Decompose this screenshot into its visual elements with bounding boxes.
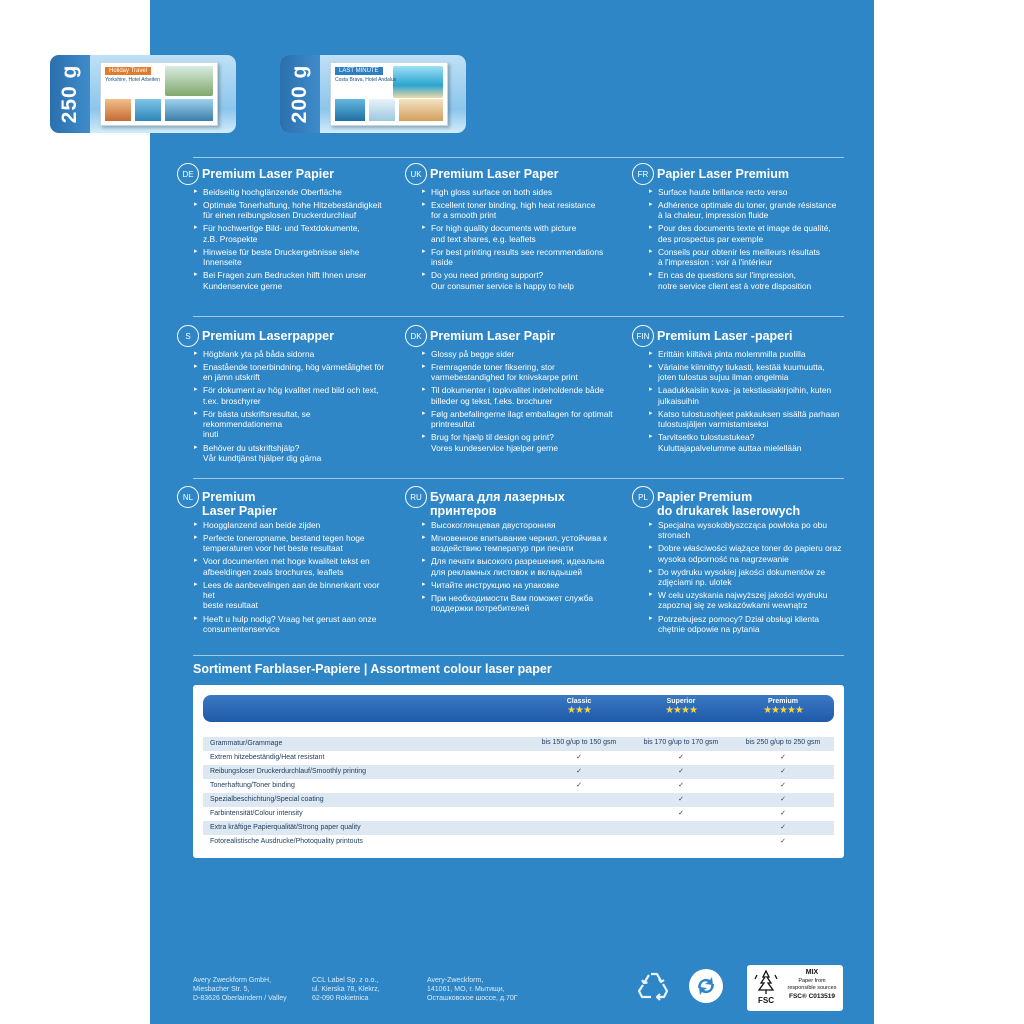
bullet-item: ▸ For best printing results see recommendations inside xyxy=(422,247,617,268)
sample-photo xyxy=(135,99,161,121)
bullet-item: ▸ Til dokumenter i topkvalitet indeholdende både billeder og tekst, f.eks. brochurer xyxy=(422,385,617,406)
row-cell: ✓ xyxy=(576,754,582,761)
lang-title: Premium Laser Papier xyxy=(202,490,278,518)
bullet-item: ▸ For high quality documents with picture and text shares, e.g. leaflets xyxy=(422,223,617,244)
sample-print-title: Holiday Travel xyxy=(105,67,151,75)
table-row xyxy=(203,793,834,807)
bullet-item: ▸ Hinweise für beste Druckergebnisse siehe Innenseite xyxy=(194,247,389,268)
pack-250g xyxy=(50,55,236,133)
star-rating: ★★★★ xyxy=(665,705,697,716)
bullet-item: ▸ Высокоглянцевая двусторонняя xyxy=(422,520,617,530)
bullet-item: ▸ För dokument av hög kvalitet med bild och text, t.ex. broschyrer xyxy=(194,385,389,406)
lang-title: Premium Laser Papier xyxy=(202,167,335,181)
table-row xyxy=(203,807,834,821)
lang-block-dk xyxy=(405,325,617,456)
bullet-item: ▸ Heeft u hulp nodig? Vraag het gerust aan onze consumentenservice xyxy=(194,614,389,635)
row-feature: Reibungsloser Druckerdurchlauf/Smoothly printing xyxy=(210,768,367,775)
fsc-badge xyxy=(747,965,843,1011)
fsc-sources: Paper from responsible sources xyxy=(787,978,837,991)
sample-photo xyxy=(335,99,365,121)
sample-print xyxy=(100,62,218,126)
row-cell: bis 250 g/up to 250 gsm xyxy=(745,739,821,746)
table-row xyxy=(203,835,834,849)
pack-weight-label: 200 g xyxy=(288,64,311,124)
bullet-item: ▸ Perfecte toneropname, bestand tegen hoge temperaturen voor het beste resultaat xyxy=(194,533,389,554)
lang-title: Premium Laser -paperi xyxy=(657,329,793,343)
divider xyxy=(193,157,844,158)
lang-block-se xyxy=(177,325,389,466)
address-ccl-pl: CCL Label Sp. z o.o., ul. Kierska 78, Klekrz, 62-090 Rokietnica xyxy=(312,977,380,1002)
bullet-item: ▸ Conseils pour obtenir les meilleurs résultats à l'impression : voir à l'intérieur xyxy=(649,247,844,268)
divider xyxy=(193,655,844,656)
table-row xyxy=(203,821,834,835)
language-badge: RU xyxy=(405,486,427,508)
lang-title: Papier Laser Premium xyxy=(657,167,790,181)
lang-block-nl xyxy=(177,486,389,637)
bullet-item: ▸ Brug for hjælp til design og print? Vores kundeservice hjælper gerne xyxy=(422,432,617,453)
bullet-item: ▸ Väriaine kiinnittyy tiukasti, kestää kuumuutta, joten tulostus sujuu ilman ongelmia xyxy=(649,362,844,383)
pack-weight-label: 250 g xyxy=(58,64,81,124)
bullet-item: ▸ Beidseitig hochglänzende Oberfläche xyxy=(194,187,389,197)
row-cell: bis 150 g/up to 150 gsm xyxy=(541,739,617,746)
row-cell: ✓ xyxy=(678,754,684,761)
column-superior xyxy=(631,698,731,716)
bullet-item: ▸ Katso tulostusohjeet pakkauksen sisältä parhaan tulostusjäljen varmistamiseksi xyxy=(649,409,844,430)
row-cell: ✓ xyxy=(780,768,786,775)
bullet-item: ▸ Do wydruku wysokiej jakości dokumentów ze zdjęciami np. ulotek xyxy=(649,567,844,588)
row-cell: ✓ xyxy=(780,824,786,831)
bullet-item: ▸ Excellent toner binding, high heat resistance for a smooth print xyxy=(422,200,617,221)
table-row xyxy=(203,751,834,765)
bullet-item: ▸ Dobre właściwości wiążące toner do papieru oraz wysoka odporność na nagrzewanie xyxy=(649,543,844,564)
language-badge: FIN xyxy=(632,325,654,347)
bullet-item: ▸ Adhérence optimale du toner, grande résistance à la chaleur, impression fluide xyxy=(649,200,844,221)
bullet-item: ▸ Für hochwertige Bild- und Textdokumente, z.B. Prospekte xyxy=(194,223,389,244)
column-name: Premium xyxy=(768,698,798,705)
column-name: Classic xyxy=(566,698,592,705)
table-header xyxy=(203,695,834,722)
row-feature: Extrem hitzebeständig/Heat resistant xyxy=(210,754,325,761)
row-cell: ✓ xyxy=(780,754,786,761)
bullet-item: ▸ Behöver du utskriftshjälp? Vår kundtjänst hjälper dig gärna xyxy=(194,443,389,464)
sample-print-title: LAST MINUTE xyxy=(335,67,383,75)
table-row xyxy=(203,737,834,751)
bullet-item: ▸ Мгновенное впитывание чернил, устойчива к воздействию температур при печати xyxy=(422,533,617,554)
sample-photo xyxy=(105,99,131,121)
bullet-item: ▸ При необходимости Вам поможет служба поддержки потребителей xyxy=(422,593,617,614)
lang-title: Бумага для лазерных принтеров xyxy=(430,490,565,518)
sample-print-subtitle: Costa Brava, Hotel Andalus xyxy=(335,77,397,83)
assortment-title: Sortiment Farblaser-Papiere | Assortment colour laser paper xyxy=(193,662,552,676)
language-badge: FR xyxy=(632,163,654,185)
bullet-item: ▸ Optimale Tonerhaftung, hohe Hitzebeständigkeit für einen reibungslosen Druckerdurchlauf xyxy=(194,200,389,221)
bullet-item: ▸ Hoogglanzend aan beide zijden xyxy=(194,520,389,530)
column-classic xyxy=(529,698,629,716)
table-row xyxy=(203,765,834,779)
address-avery-de: Avery Zweckform GmbH, Miesbacher Str. 5, D-83626 Oberlaindern / Valley xyxy=(193,977,287,1002)
bullet-item: ▸ Pour des documents texte et image de qualité, des prospectus par exemple xyxy=(649,223,844,244)
lang-title: Papier Premium do drukarek laserowych xyxy=(657,490,801,518)
row-feature: Fotorealistische Ausdrucke/Photoquality printouts xyxy=(210,838,363,845)
lang-block-fin xyxy=(632,325,844,456)
language-badge: DE xyxy=(177,163,199,185)
bullet-item: ▸ Do you need printing support? Our consumer service is happy to help xyxy=(422,270,617,291)
language-badge: PL xyxy=(632,486,654,508)
lang-block-fr xyxy=(632,163,844,294)
lang-block-de xyxy=(177,163,389,294)
bullet-item: ▸ Voor documenten met hoge kwaliteit tekst en afbeeldingen zoals brochures, leaflets xyxy=(194,556,389,577)
green-dot-icon xyxy=(688,968,724,1004)
bullet-item: ▸ Specjalna wysokobłyszcząca powłoka po obu stronach xyxy=(649,520,844,541)
bullet-item: ▸ Erittäin kiiltävä pinta molemmilla puolilla xyxy=(649,349,844,359)
sample-print-subtitle: Yorkshire, Hotel Arbeiten xyxy=(105,77,160,83)
lang-block-pl xyxy=(632,486,844,637)
fsc-logo-text: FSC xyxy=(758,996,774,1005)
bullet-item: ▸ Для печати высокого разрешения, идеальна для рекламных листовок и вкладышей xyxy=(422,556,617,577)
row-cell: ✓ xyxy=(678,782,684,789)
row-feature: Farbintensität/Colour intensity xyxy=(210,810,303,817)
language-badge: DK xyxy=(405,325,427,347)
row-cell: ✓ xyxy=(576,782,582,789)
column-name: Superior xyxy=(666,698,696,705)
bullet-item: ▸ Surface haute brillance recto verso xyxy=(649,187,844,197)
bullet-item: ▸ Bei Fragen zum Bedrucken hilft Ihnen unser Kundenservice gerne xyxy=(194,270,389,291)
bullet-item: ▸ En cas de questions sur l'impression, notre service client est à votre disposition xyxy=(649,270,844,291)
bullet-item: ▸ För bästa utskriftsresultat, se rekommendationerna inuti xyxy=(194,409,389,440)
row-feature: Tonerhaftung/Toner binding xyxy=(210,782,295,789)
divider xyxy=(193,316,844,317)
lang-title: Premium Laser Papir xyxy=(430,329,556,343)
row-cell: ✓ xyxy=(678,810,684,817)
language-badge: UK xyxy=(405,163,427,185)
address-avery-ru: Avery-Zweckform, 141061, MO, г. Мытищи, Осташковское шоссе, д.70Г xyxy=(427,977,518,1002)
assortment-table xyxy=(193,685,844,858)
fsc-text xyxy=(783,969,841,1001)
fsc-tree-logo-icon xyxy=(753,969,779,1007)
bullet-item: ▸ Enastående tonerbindning, hög värmetålighet för en jämn utskrift xyxy=(194,362,389,383)
column-premium xyxy=(733,698,833,716)
sample-photo xyxy=(399,99,443,121)
bullet-item: ▸ Følg anbefalingerne ilagt emballagen for optimalt printresultat xyxy=(422,409,617,430)
row-cell: bis 170 g/up to 170 gsm xyxy=(643,739,719,746)
row-cell: ✓ xyxy=(576,768,582,775)
row-cell: ✓ xyxy=(678,768,684,775)
bullet-item: ▸ Potrzebujesz pomocy? Dział obsługi klienta chętnie odpowie na pytania xyxy=(649,614,844,635)
row-cell: ✓ xyxy=(780,782,786,789)
bullet-item: ▸ Glossy på begge sider xyxy=(422,349,617,359)
row-feature: Spezialbeschichtung/Special coating xyxy=(210,796,324,803)
divider xyxy=(193,478,844,479)
row-cell: ✓ xyxy=(678,796,684,803)
recycle-icon xyxy=(636,970,670,1004)
language-badge: NL xyxy=(177,486,199,508)
bullet-item: ▸ W celu uzyskania najwyższej jakości wydruku zapoznaj się ze wskazówkami wewnątrz xyxy=(649,590,844,611)
pack-200g xyxy=(280,55,466,133)
bullet-item: ▸ High gloss surface on both sides xyxy=(422,187,617,197)
row-feature: Extra kräftige Papierqualität/Strong paper quality xyxy=(210,824,361,831)
lang-title: Premium Laser Paper xyxy=(430,167,559,181)
sample-photo xyxy=(393,66,443,98)
row-feature: Grammatur/Grammage xyxy=(210,740,283,747)
lang-block-uk xyxy=(405,163,617,294)
row-cell: ✓ xyxy=(780,838,786,845)
sample-photo xyxy=(165,99,213,121)
bullet-item: ▸ Fremragende toner fiksering, stor varmebestandighed for knivskarpe print xyxy=(422,362,617,383)
lang-block-ru xyxy=(405,486,617,616)
bullet-item: ▸ Laadukkaisiin kuva- ja tekstiasiakirjoihin, kuten julkaisuihin xyxy=(649,385,844,406)
sample-photo xyxy=(369,99,395,121)
star-rating: ★★★★★ xyxy=(763,705,803,716)
bullet-item: ▸ Lees de aanbevelingen aan de binnenkant voor het beste resultaat xyxy=(194,580,389,611)
row-cell: ✓ xyxy=(780,810,786,817)
bullet-item: ▸ Tarvitsetko tulostustukea? Kuluttajapalvelumme auttaa mielellään xyxy=(649,432,844,453)
lang-title: Premium Laserpapper xyxy=(202,329,334,343)
fsc-mix-label: MIX xyxy=(805,969,819,976)
row-cell: ✓ xyxy=(780,796,786,803)
language-badge: S xyxy=(177,325,199,347)
sample-print xyxy=(330,62,448,126)
sample-photo xyxy=(165,66,213,96)
bullet-item: ▸ Högblank yta på båda sidorna xyxy=(194,349,389,359)
star-rating: ★★★ xyxy=(567,705,591,716)
table-row xyxy=(203,779,834,793)
fsc-license: FSC® C013519 xyxy=(789,993,835,1000)
bullet-item: ▸ Читайте инструкцию на упаковке xyxy=(422,580,617,590)
